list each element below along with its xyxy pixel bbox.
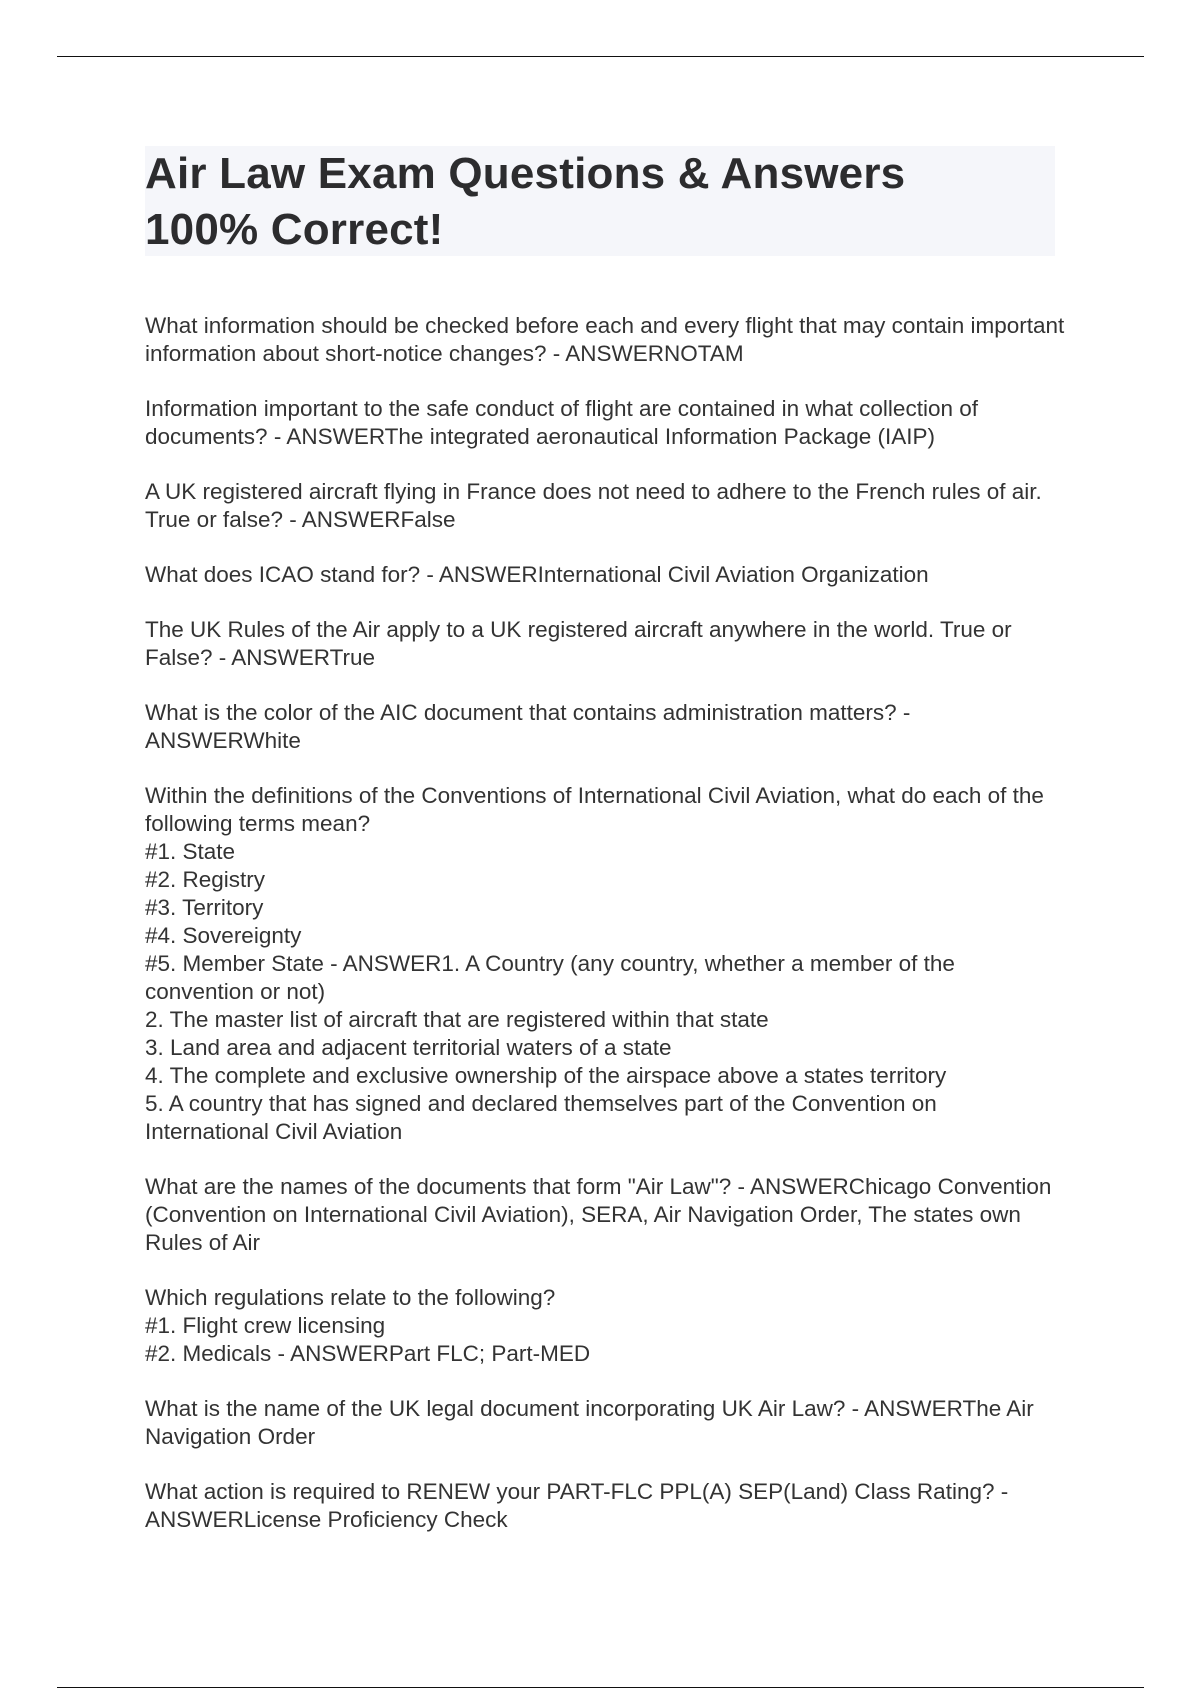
qa-item: A UK registered aircraft flying in France does not need to adhere to the French rules of air. True or false? - ANSWERFalse [145,479,1042,532]
qa-item: The UK Rules of the Air apply to a UK registered aircraft anywhere in the world. True or False? - ANSWERTrue [145,617,1012,670]
qa-item: What information should be checked before each and every flight that may contain important information about short-notice changes? - ANSWERNOTAM [145,313,1065,366]
qa-item: Which regulations relate to the following? #1. Flight crew licensing #2. Medicals - ANSWERPart FLC; Part-MED [145,1285,591,1366]
bottom-rule [57,1687,1144,1688]
qa-item: Information important to the safe conduct of flight are contained in what collection of documents? - ANSWERThe integrated aeronautical Information Package (IAIP) [145,396,978,449]
qa-item: What action is required to RENEW your PART-FLC PPL(A) SEP(Land) Class Rating? - ANSWERLicense Proficiency Check [145,1479,1009,1532]
qa-item: What is the name of the UK legal document incorporating UK Air Law? - ANSWERThe Air Navigation Order [145,1396,1034,1449]
qa-item: What are the names of the documents that form "Air Law"? - ANSWERChicago Convention (Convention on International Civil Aviation), SERA, Air Navigation Order, The states own Rules of Air [145,1174,1052,1255]
qa-item: What is the color of the AIC document that contains administration matters? - ANSWERWhite [145,700,911,753]
title-block [145,146,1055,256]
qa-list [145,312,1065,1561]
top-rule [57,56,1144,57]
page-title: Air Law Exam Questions & Answers 100% Correct! [145,149,906,254]
qa-item: Within the definitions of the Conventions of International Civil Aviation, what do each of the following terms mean? #1. State #2. Registry #3. Territory #4. Sovereignty #5. Member State - ANSWER1. A Country (any country, whether a member of the convention or not) 2. The master list of aircraft that are registered within that state 3. Land area and adjacent territorial waters of a state 4. The complete and exclusive ownership of the airspace above a states territory 5. A country that has signed and declared themselves part of the Convention on International Civil Aviation [145,783,1044,1144]
qa-item: What does ICAO stand for? - ANSWERInternational Civil Aviation Organization [145,562,929,587]
